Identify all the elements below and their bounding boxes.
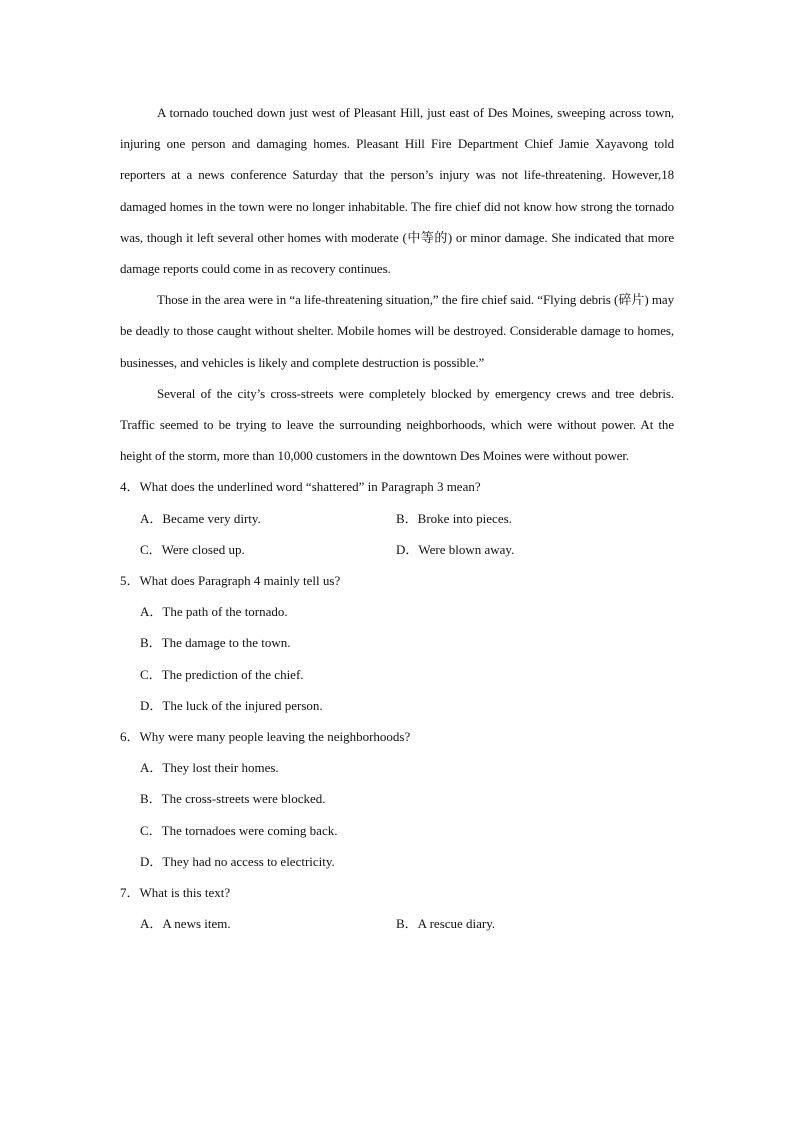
option-c: C．The tornadoes were coming back. <box>140 822 338 838</box>
option-a: A．They lost their homes. <box>140 760 279 776</box>
option-d: D．The luck of the injured person. <box>140 697 323 713</box>
option-b: B．Broke into pieces. <box>396 510 512 526</box>
page-content <box>120 97 674 939</box>
question-options <box>120 596 674 721</box>
passage-paragraph-1: A tornado touched down just west of Pleasant Hill, just east of Des Moines, sweeping across town, injuring one person and damaging homes. Pleasant Hill Fire Department Chief Jamie Xayavong told reporters at a news conference Saturday that the person’s injury was not life-threatening. However,18 damaged homes in the town were no longer inhabitable. The fire chief did not know how strong the tornado was, though it left several other homes with moderate (中等的) or minor damage. She indicated that more damage reports could come in as recovery continues. <box>120 105 674 277</box>
option-b: B．A rescue diary. <box>396 916 496 932</box>
passage-paragraph-3: Several of the city’s cross-streets were completely blocked by emergency crews and tree debris. Traffic seemed to be trying to leave the surrounding neighborhoods, which were without power. At the height of the storm, more than 10,000 customers in the downtown Des Moines were without power. <box>120 385 674 464</box>
question-stem: 7．What is this text? <box>120 885 231 901</box>
option-b: B．The cross-streets were blocked. <box>140 791 326 807</box>
passage-paragraph-2: Those in the area were in “a life-threatening situation,” the fire chief said. “Flying debris (碎片) may be deadly to those caught without shelter. Mobile homes will be destroyed. Considerable damage to homes, businesses, and vehicles is likely and complete destruction is possible.” <box>120 292 674 370</box>
option-a: A．Became very dirty. <box>140 510 261 526</box>
question-options <box>120 503 674 565</box>
question-4 <box>120 471 674 565</box>
question-options <box>120 752 674 877</box>
question-stem: 4．What does the underlined word “shattered” in Paragraph 3 mean? <box>120 479 481 495</box>
option-d: D．They had no access to electricity. <box>140 853 335 869</box>
question-stem: 6．Why were many people leaving the neighborhoods? <box>120 729 411 745</box>
option-d: D．Were blown away. <box>396 541 515 557</box>
question-7 <box>120 877 674 939</box>
option-a: A．The path of the tornado. <box>140 604 288 620</box>
option-b: B．The damage to the town. <box>140 635 291 651</box>
option-c: C．The prediction of the chief. <box>140 666 304 682</box>
question-options <box>120 908 674 939</box>
option-c: C．Were closed up. <box>140 541 245 557</box>
option-a: A．A news item. <box>140 916 231 932</box>
question-5 <box>120 565 674 721</box>
question-stem: 5．What does Paragraph 4 mainly tell us? <box>120 573 341 589</box>
question-6 <box>120 721 674 877</box>
